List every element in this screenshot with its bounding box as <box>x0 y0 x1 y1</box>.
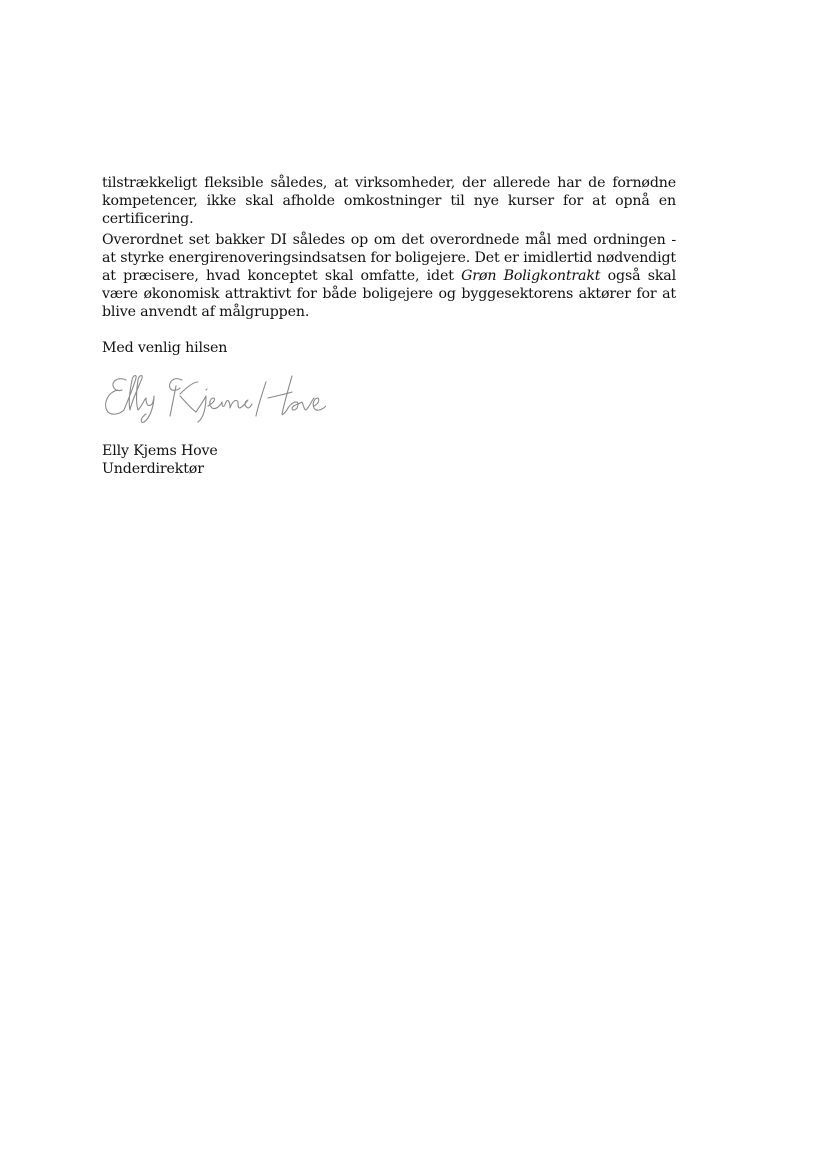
closing-greeting: Med venlig hilsen <box>102 340 228 356</box>
signer-name: Elly Kjems Hove <box>102 443 218 459</box>
body-paragraph-1 <box>102 174 676 228</box>
paragraph-2-text <box>102 231 676 321</box>
signer-title: Underdirektør <box>102 461 204 477</box>
signature-image <box>96 366 326 426</box>
paragraph-2-part-1: Overordnet set bakker DI således op om det overordnede mål med ordningen - at styrke energirenoveringsindsatsen for boligejere. Det er imidlertid nødvendigt at præcisere, hvad konceptet skal omfatte, idet <box>102 232 676 284</box>
signer-block <box>102 442 218 478</box>
paragraph-2-part-2: også skal være økonomisk attraktivt for både boligejere og byggesektorens aktører for at blive anvendt af målgruppen. <box>102 268 677 320</box>
handwritten-signature <box>96 366 326 426</box>
body-paragraph-2 <box>102 231 676 321</box>
paragraph-2-italic-term: Grøn Boligkontrakt <box>461 268 601 284</box>
paragraph-1-text: tilstrækkeligt fleksible således, at virksomheder, der allerede har de fornødne kompetencer, ikke skal afholde omkostninger til nye kurser for at opnå en certificering. <box>102 175 676 227</box>
